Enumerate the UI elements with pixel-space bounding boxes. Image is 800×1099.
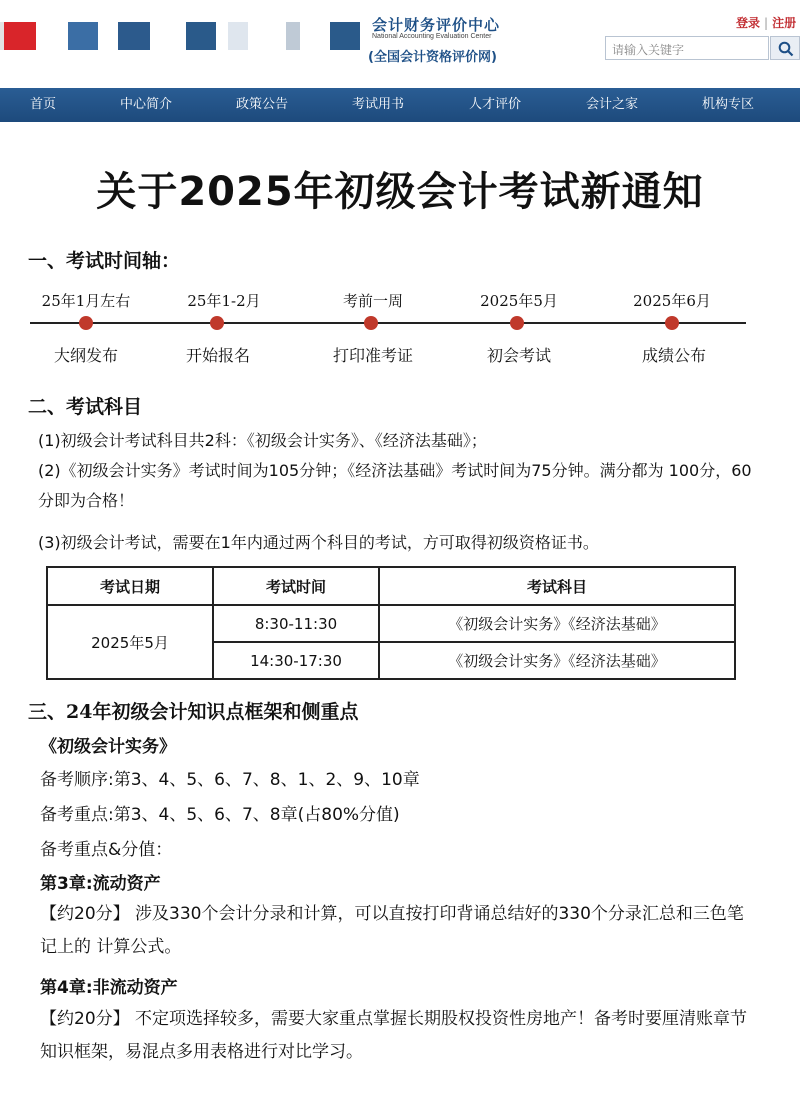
section3-heading: 三、24年初级会计知识点框架和侧重点	[28, 701, 359, 723]
nav-item-about[interactable]: 中心简介	[119, 97, 172, 112]
timeline-date: 25年1-2月	[187, 292, 261, 310]
login-link[interactable]: 登录	[736, 16, 761, 30]
section2-heading: 二、考试科目	[28, 396, 143, 418]
study-focus: 备考重点:第3、4、5、6、7、8章(占80%分值)	[40, 805, 400, 825]
exam-schedule-table	[46, 566, 736, 680]
table-cell-time: 14:30-17:30	[213, 642, 379, 679]
register-link[interactable]: 注册	[772, 16, 797, 30]
chapter3-text: 【约20分】 涉及330个会计分录和计算，可以直按打印背诵总结好的330个分录汇总和三色笔记上的 计算公式。	[40, 904, 744, 957]
nav-item-home-of-accountants[interactable]: 会计之家	[585, 97, 638, 112]
blurred-logo-image	[0, 22, 360, 50]
main-nav	[0, 88, 800, 122]
search-button[interactable]	[770, 36, 800, 60]
table-header: 考试时间	[213, 567, 379, 605]
timeline-dot	[364, 316, 378, 330]
chapter3-title: 第3章:流动资产	[40, 874, 161, 894]
site-logo-title[interactable]: 会计财务评价中心	[372, 16, 501, 34]
table-cell-subjects: 《初级会计实务》《经济法基础》	[379, 605, 735, 642]
timeline-dot	[510, 316, 524, 330]
link-separator: |	[764, 16, 769, 30]
timeline-date: 2025年5月	[480, 292, 558, 310]
nav-item-home[interactable]: 首页	[29, 97, 56, 112]
nav-item-talent[interactable]: 人才评价	[468, 97, 521, 112]
timeline-date: 25年1月左右	[41, 292, 131, 310]
timeline-dot	[79, 316, 93, 330]
chapter4-title: 第4章:非流动资产	[40, 978, 178, 998]
chapter4-text: 【约20分】 不定项选择较多，需要大家重点掌握长期股权投资性房地产！备考时要厘清账章节知识框架，易混点多用表格进行对比学习。	[40, 1009, 748, 1062]
nav-item-books[interactable]: 考试用书	[351, 97, 404, 112]
account-links	[736, 14, 796, 31]
table-cell-time: 8:30-11:30	[213, 605, 379, 642]
table-cell-subjects: 《初级会计实务》《经济法基础》	[379, 642, 735, 679]
timeline-event: 初会考试	[486, 346, 551, 365]
subject-paragraph-1: (1)初级会计考试科目共2科：《初级会计实务》、《经济法基础》；	[38, 431, 487, 450]
timeline-dot	[665, 316, 679, 330]
timeline-dot	[210, 316, 224, 330]
timeline-event: 成绩公布	[641, 346, 706, 365]
timeline-date: 考前一周	[342, 292, 403, 310]
subject-paragraph-2: (2)《初级会计实务》考试时间为105分钟；《经济法基础》考试时间为75分钟。满分都为 100分，60分即为合格！	[38, 461, 752, 510]
focus-scores-label: 备考重点&分值：	[40, 840, 173, 860]
search-icon	[778, 41, 794, 57]
table-row	[47, 605, 735, 642]
table-header: 考试日期	[47, 567, 213, 605]
table-header: 考试科目	[379, 567, 735, 605]
section3-subtitle: 《初级会计实务》	[40, 737, 176, 757]
table-cell-date: 2025年5月	[47, 605, 213, 679]
article-title: 关于2025年初级会计考试新通知	[96, 169, 704, 215]
site-logo-subtitle: (全国会计资格评价网)	[368, 50, 497, 65]
table-header-row	[47, 567, 735, 605]
study-order: 备考顺序:第3、4、5、6、7、8、1、2、9、10章	[40, 770, 420, 790]
timeline-axis	[30, 322, 746, 324]
site-logo-english: National Accounting Evaluation Center	[372, 33, 492, 40]
timeline-date: 2025年6月	[633, 292, 711, 310]
subject-paragraph-3: (3)初级会计考试，需要在1年内通过两个科目的考试，方可取得初级资格证书。	[38, 533, 599, 552]
nav-item-institutions[interactable]: 机构专区	[701, 97, 754, 112]
timeline-event: 大纲发布	[53, 346, 118, 365]
site-header	[0, 0, 800, 88]
timeline-event: 开始报名	[185, 346, 250, 365]
search-input[interactable]: 请输入关键字	[605, 36, 769, 60]
section1-heading: 一、考试时间轴：	[28, 250, 181, 272]
timeline-event: 打印准考证	[332, 346, 413, 365]
nav-item-policy[interactable]: 政策公告	[235, 97, 288, 112]
